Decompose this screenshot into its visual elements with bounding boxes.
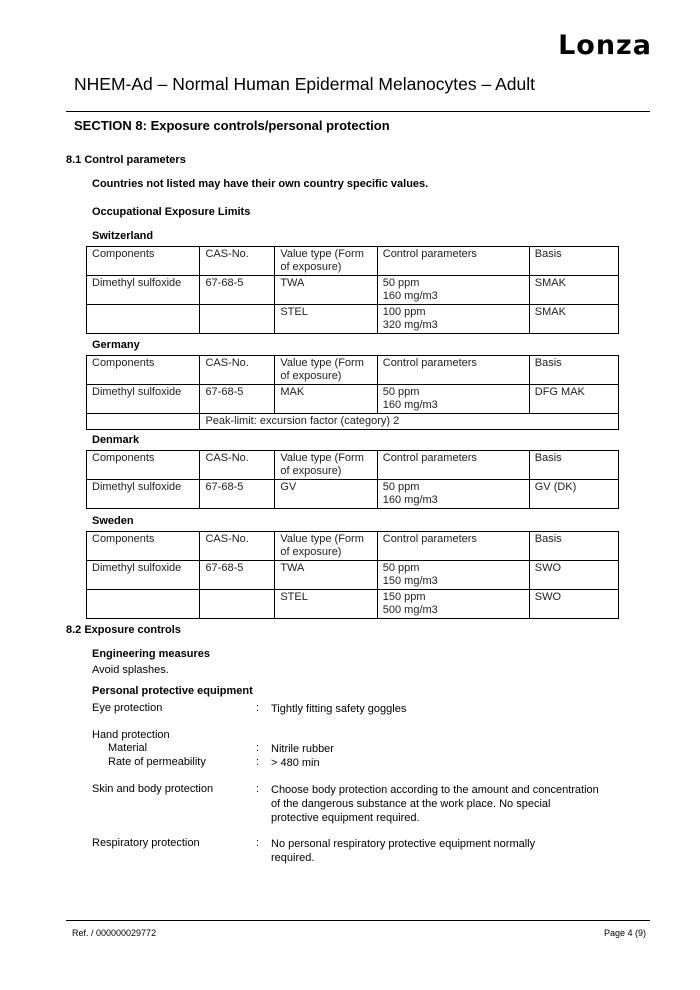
table-header-row	[87, 356, 619, 385]
colon: :	[256, 837, 260, 849]
eye-protection-value: Tightly fitting safety goggles	[271, 703, 407, 715]
header-cell: Control parameters	[377, 356, 529, 385]
cell: STEL	[275, 305, 377, 334]
cell: 50 ppm 150 mg/m3	[377, 561, 529, 590]
footer-reference: Ref. / 000000029772	[72, 928, 157, 938]
table-header-row	[87, 451, 619, 480]
cell	[87, 590, 200, 619]
cell: 100 ppm 320 mg/m3	[377, 305, 529, 334]
cell: DFG MAK	[529, 385, 618, 414]
skin-protection-value: Choose body protection according to the amount and concentration of the dangerous substance at the work place. No special protective equipment required.	[271, 784, 599, 824]
header-cell: Control parameters	[377, 247, 529, 276]
table-header-row	[87, 532, 619, 561]
document-title: NHEM-Ad – Normal Human Epidermal Melanocytes – Adult	[74, 74, 536, 94]
cell: TWA	[275, 276, 377, 305]
table-row	[87, 590, 619, 619]
header-cell: Basis	[529, 532, 618, 561]
oel-table-germany	[86, 355, 619, 430]
header-cell: CAS-No.	[200, 532, 275, 561]
section-title: SECTION 8: Exposure controls/personal protection	[74, 118, 390, 133]
oel-table-switzerland	[86, 246, 619, 334]
cell: 50 ppm 160 mg/m3	[377, 276, 529, 305]
cell	[200, 305, 275, 334]
cell: Dimethyl sulfoxide	[87, 561, 200, 590]
header-cell: Control parameters	[377, 451, 529, 480]
exposure-controls-heading: 8.2 Exposure controls	[66, 624, 181, 636]
country-denmark: Denmark	[92, 434, 140, 446]
header-cell: Basis	[529, 356, 618, 385]
cell: Dimethyl sulfoxide	[87, 480, 200, 509]
footer-page-number: Page 4 (9)	[603, 928, 646, 938]
header-cell: Value type (Form of exposure)	[275, 247, 377, 276]
cell: SMAK	[529, 276, 618, 305]
oel-table-denmark	[86, 450, 619, 509]
header-cell: Value type (Form of exposure)	[275, 356, 377, 385]
colon: :	[256, 756, 260, 768]
cell: 50 ppm 160 mg/m3	[377, 480, 529, 509]
country-germany: Germany	[92, 339, 140, 351]
cell	[87, 414, 200, 430]
header-cell: Value type (Form of exposure)	[275, 532, 377, 561]
cell: TWA	[275, 561, 377, 590]
table-row	[87, 480, 619, 509]
cell: Dimethyl sulfoxide	[87, 276, 200, 305]
oel-table-sweden	[86, 531, 619, 619]
material-label: Material	[108, 742, 148, 754]
cell: SWO	[529, 590, 618, 619]
cell	[87, 305, 200, 334]
cell: 67-68-5	[200, 561, 275, 590]
cell	[200, 590, 275, 619]
header-cell: Control parameters	[377, 532, 529, 561]
ppe-heading: Personal protective equipment	[92, 685, 253, 697]
cell: 67-68-5	[200, 276, 275, 305]
cell: 50 ppm 160 mg/m3	[377, 385, 529, 414]
table-header-row	[87, 247, 619, 276]
cell: 67-68-5	[200, 385, 275, 414]
table-note-row	[87, 414, 619, 430]
country-sweden: Sweden	[92, 515, 134, 527]
country-note: Countries not listed may have their own country specific values.	[92, 178, 429, 190]
header-rule	[66, 111, 650, 112]
table-row	[87, 385, 619, 414]
cell: 67-68-5	[200, 480, 275, 509]
material-value: Nitrile rubber	[271, 743, 334, 755]
engineering-measures-heading: Engineering measures	[92, 648, 210, 660]
header-cell: CAS-No.	[200, 247, 275, 276]
permeability-value: > 480 min	[271, 757, 320, 769]
cell: GV (DK)	[529, 480, 618, 509]
header-cell: Components	[87, 532, 200, 561]
cell: MAK	[275, 385, 377, 414]
header-cell: Value type (Form of exposure)	[275, 451, 377, 480]
cell: SWO	[529, 561, 618, 590]
footer-rule	[66, 920, 650, 921]
cell: SMAK	[529, 305, 618, 334]
respiratory-protection-value: No personal respiratory protective equipment normally required.	[271, 838, 536, 864]
skin-protection-label: Skin and body protection	[92, 783, 214, 795]
respiratory-protection-label: Respiratory protection	[92, 837, 200, 849]
cell: STEL	[275, 590, 377, 619]
colon: :	[256, 742, 260, 754]
lonza-logo: Lonza	[558, 30, 652, 61]
header-cell: Basis	[529, 451, 618, 480]
country-switzerland: Switzerland	[92, 230, 154, 242]
header-cell: CAS-No.	[200, 356, 275, 385]
table-row	[87, 276, 619, 305]
header-cell: Components	[87, 356, 200, 385]
oel-heading: Occupational Exposure Limits	[92, 206, 251, 218]
colon: :	[256, 702, 260, 714]
control-parameters-heading: 8.1 Control parameters	[66, 154, 186, 166]
cell: Dimethyl sulfoxide	[87, 385, 200, 414]
header-cell: CAS-No.	[200, 451, 275, 480]
hand-protection-label: Hand protection	[92, 729, 170, 741]
table-row	[87, 561, 619, 590]
engineering-measures-text: Avoid splashes.	[92, 664, 169, 676]
eye-protection-label: Eye protection	[92, 702, 163, 714]
table-row	[87, 305, 619, 334]
header-cell: Components	[87, 451, 200, 480]
permeability-label: Rate of permeability	[108, 756, 206, 768]
peak-limit-note: Peak-limit: excursion factor (category) 2	[200, 414, 619, 430]
header-cell: Components	[87, 247, 200, 276]
colon: :	[256, 783, 260, 795]
header-cell: Basis	[529, 247, 618, 276]
cell: GV	[275, 480, 377, 509]
cell: 150 ppm 500 mg/m3	[377, 590, 529, 619]
